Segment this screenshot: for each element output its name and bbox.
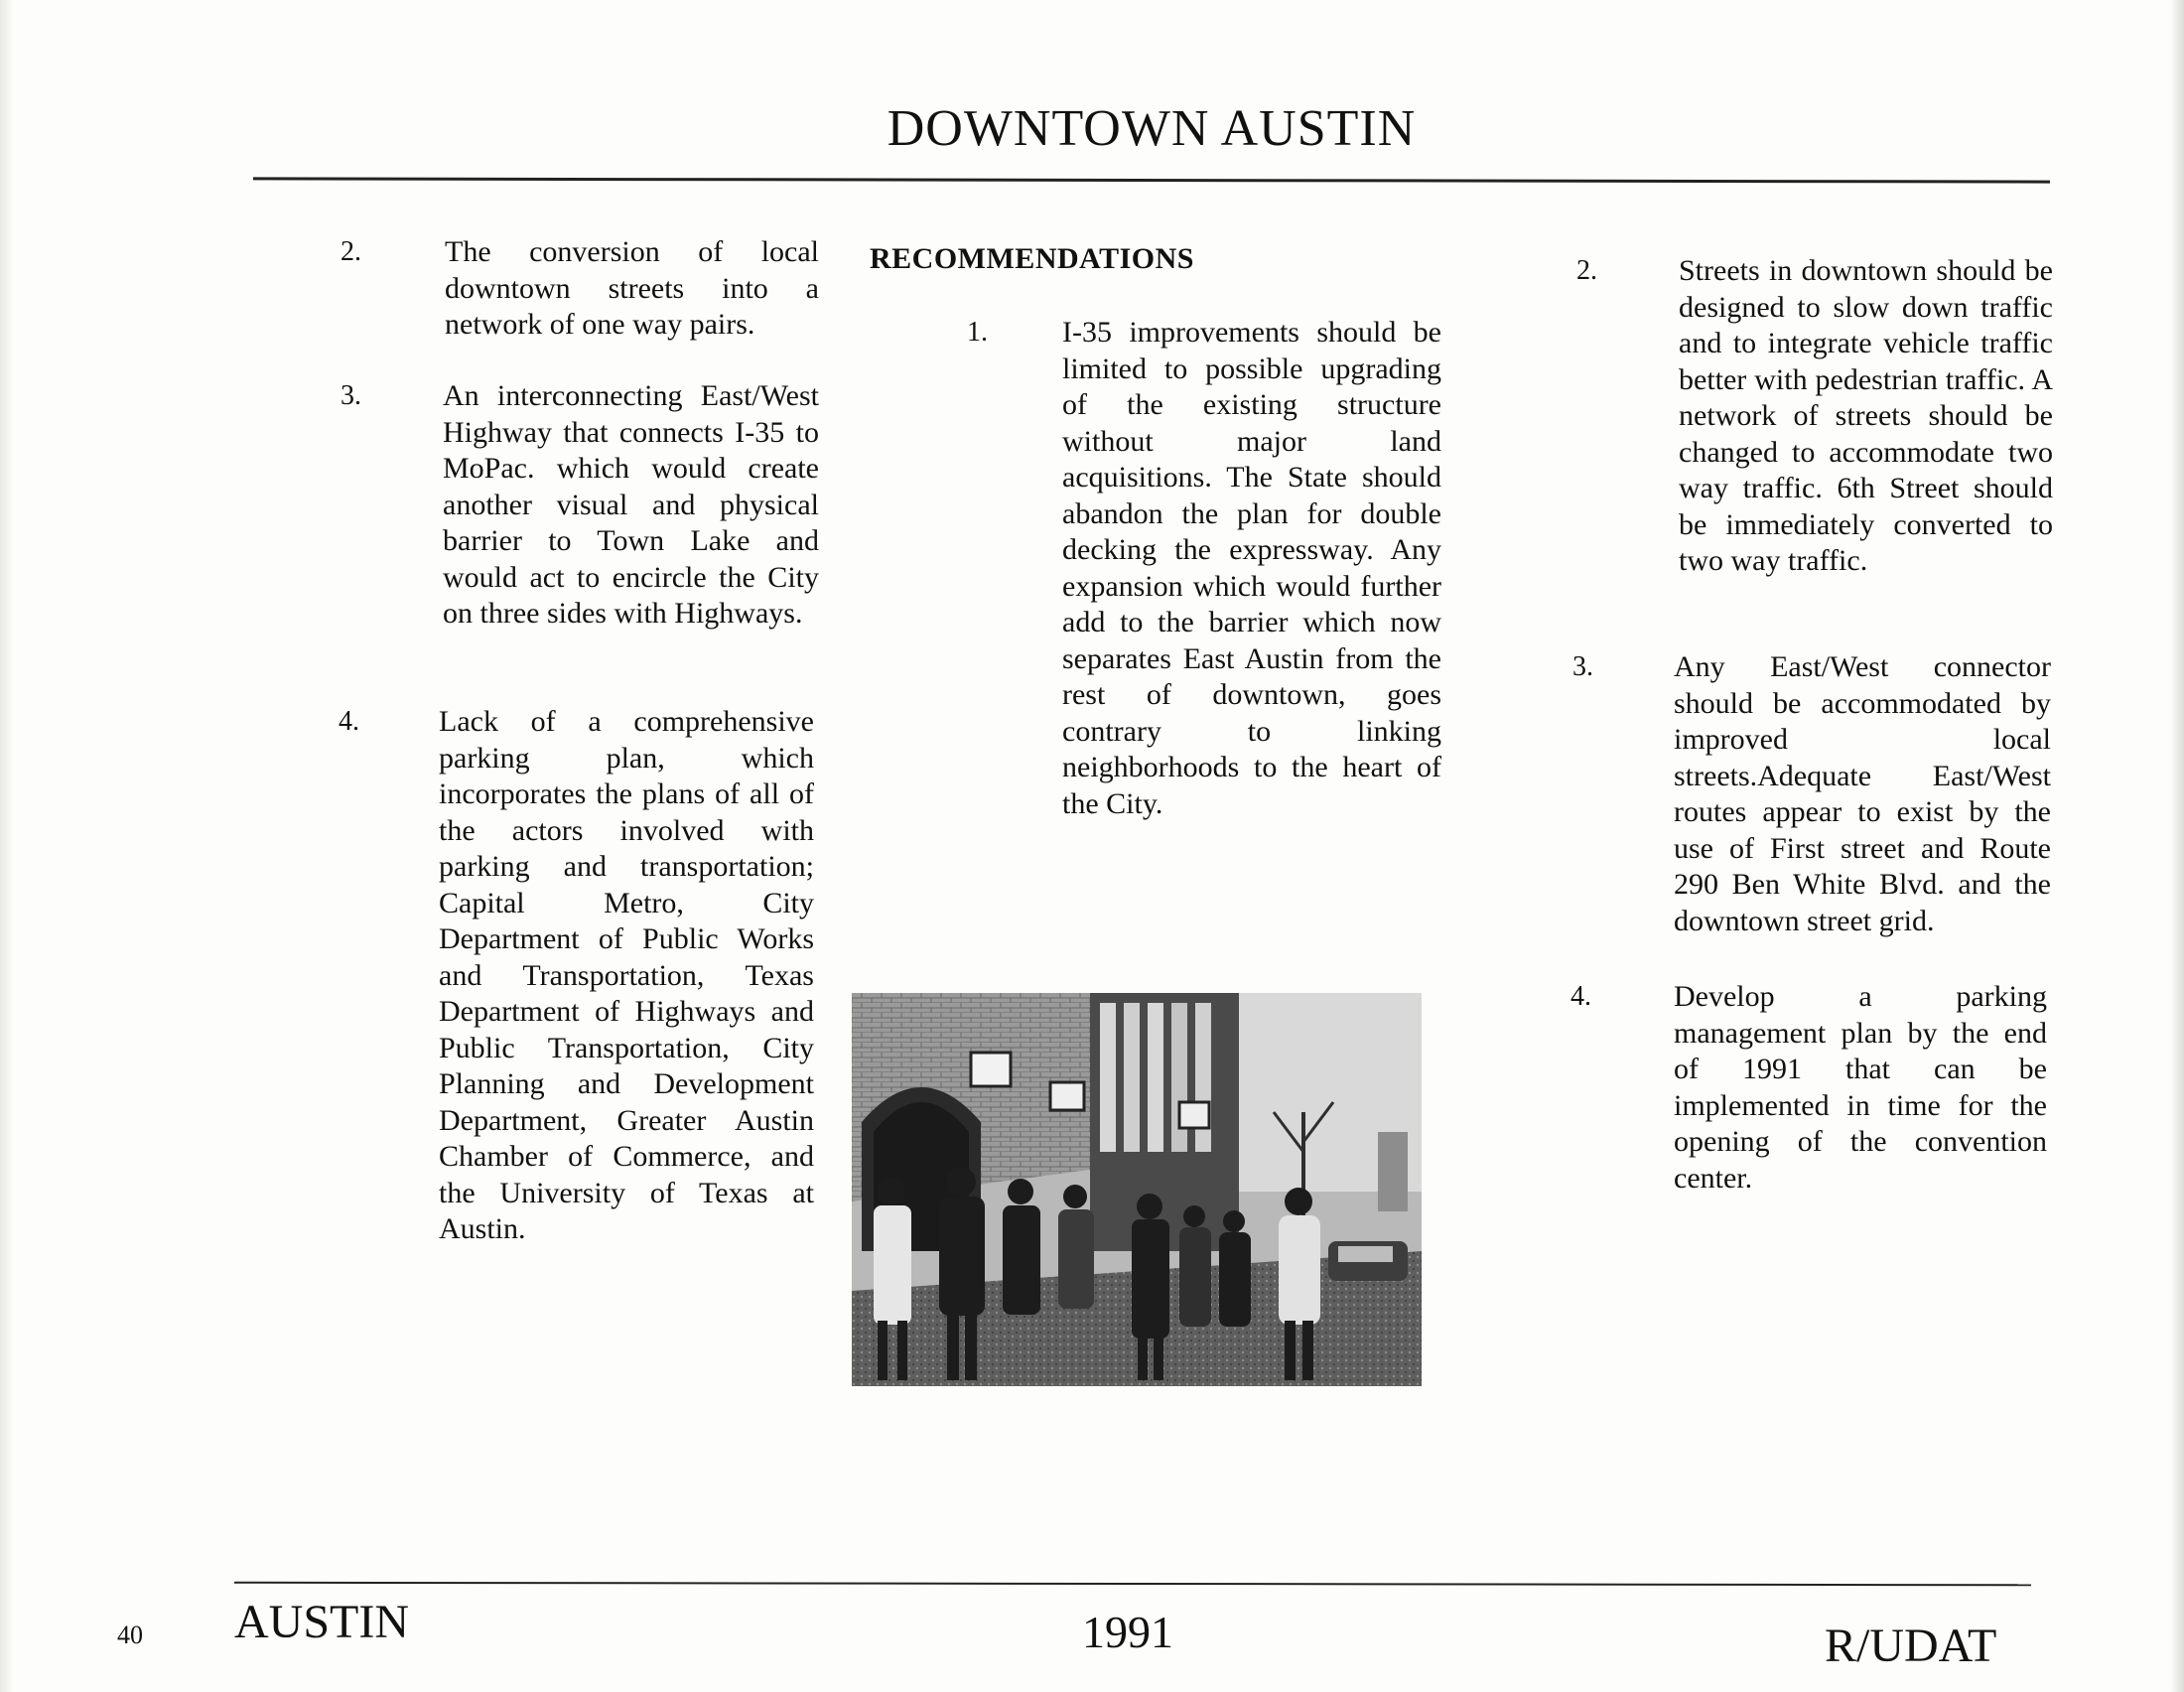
scan-edge-left <box>0 0 14 1692</box>
item-text: I-35 improvements should be limited to possible upgrading of the existing structure without major land acquisitions. The State should abandon the plan for double decking the expressway. Any expansion which would further add to the barrier which now separates East Austin from the rest of downtown, goes contrary to linking neighborhoods to the heart of the City. <box>1062 316 1441 820</box>
item-number: 4. <box>1570 981 1591 1012</box>
page-title: DOWNTOWN AUSTIN <box>887 100 1417 157</box>
item-number: 3. <box>1572 651 1593 682</box>
item-number: 2. <box>341 236 361 267</box>
street-scene-photo <box>852 993 1422 1386</box>
item-number: 3. <box>341 380 361 411</box>
item-number: 2. <box>1576 255 1597 286</box>
item-text: Streets in downtown should be designed to slow down traffic and to integrate vehicle traffic better with pedestrian traffic. A network of streets should be changed to accommodate two way traffic. 6th Street should be immediately converted to two way traffic. <box>1679 254 2053 577</box>
item-text: Any East/West connector should be accommodated by improved local streets.Adequate East/West routes appear to exist by the use of First street and Route 290 Ben White Blvd. and the downtown street grid. <box>1674 650 2051 937</box>
footer-year: 1991 <box>1082 1607 1173 1657</box>
footer-right-text: R/UDAT <box>1825 1620 1997 1672</box>
item-number: 1. <box>967 317 988 348</box>
footer-left-text: AUSTIN <box>234 1596 409 1648</box>
item-text: The conversion of local downtown streets into a network of one way pairs. <box>445 235 819 341</box>
footer-rule <box>234 1582 2031 1587</box>
header-rule <box>253 177 2050 183</box>
item-number: 4. <box>339 706 359 737</box>
page-number: 40 <box>117 1621 143 1649</box>
item-text: An interconnecting East/West Highway that connects I-35 to MoPac. which would create another visual and physical barrier to Town Lake and would act to encircle the City on three sides with Highways. <box>443 379 819 630</box>
recommendations-heading: RECOMMENDATIONS <box>870 242 1194 275</box>
scan-edge-right <box>2170 0 2184 1692</box>
item-text: Lack of a comprehensive parking plan, which incorporates the plans of all of the actors involved with parking and transportation; Capital Metro, City Department of Public Works and Transportation, Texas Department of Highways and Public Transportation, City Planning and Development Department, Greater Austin Chamber of Commerce, and the University of Texas at Austin. <box>439 705 814 1245</box>
item-text: Develop a parking management plan by the end of 1991 that can be implemented in time for the opening of the convention center. <box>1674 980 2047 1195</box>
